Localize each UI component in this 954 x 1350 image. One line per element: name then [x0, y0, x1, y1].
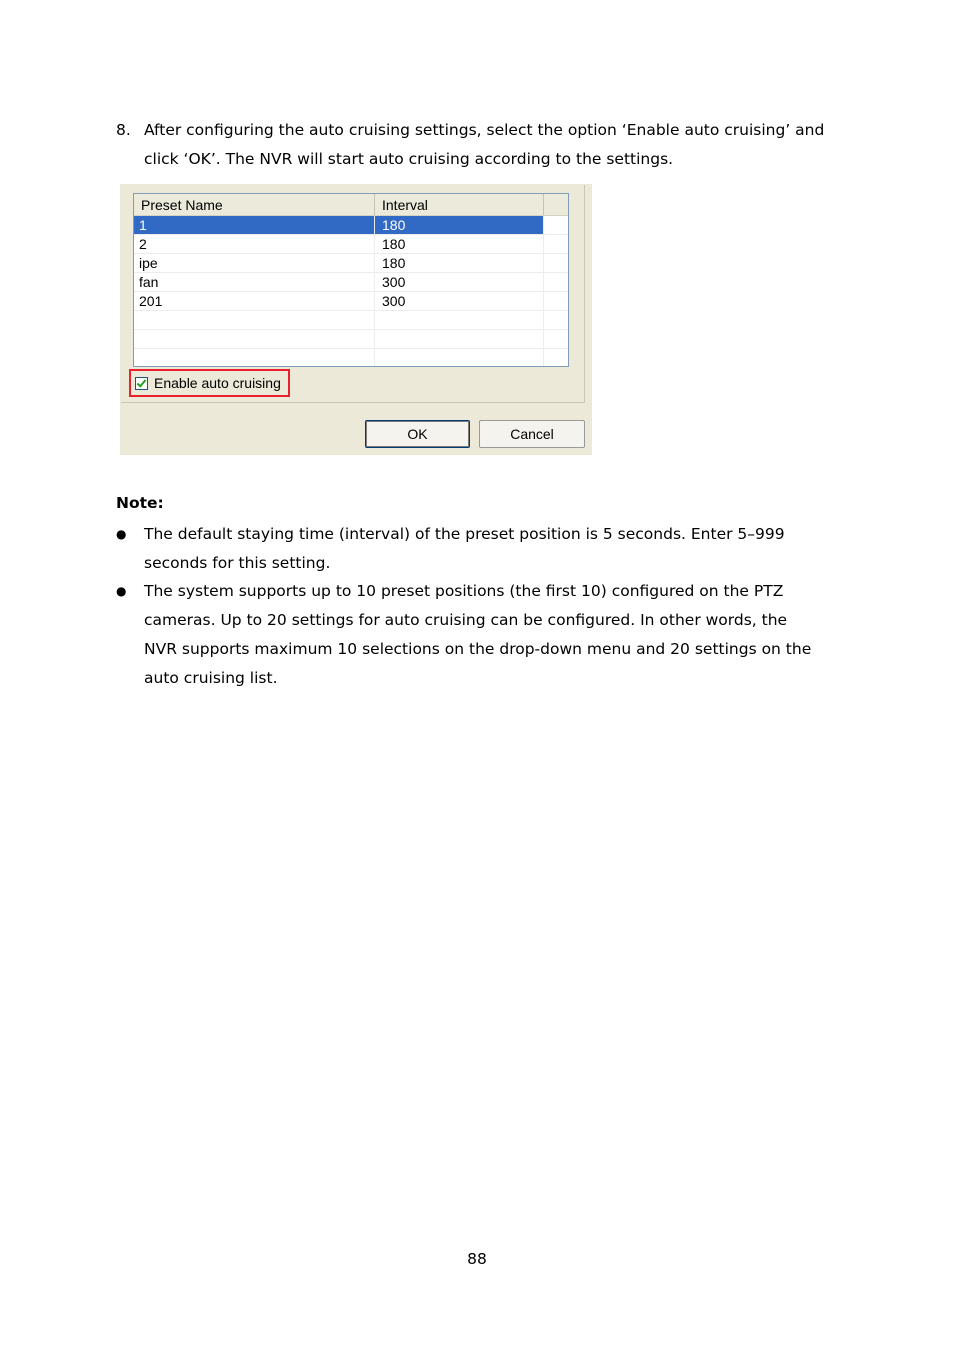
bullet-2-line-3: NVR supports maximum 10 selections on the drop-down menu and 20 settings on the — [144, 640, 812, 658]
ok-button[interactable]: OK — [365, 420, 470, 448]
preset-list[interactable] — [133, 193, 569, 367]
bullet-2-line-2: cameras. Up to 20 settings for auto cruising can be configured. In other words, the — [144, 611, 788, 629]
step-number: 8. — [116, 121, 131, 139]
step-line-2: click ‘OK’. The NVR will start auto cruising according to the settings. — [144, 150, 674, 168]
page-number: 88 — [467, 1250, 487, 1268]
empty-row — [134, 311, 568, 330]
interval-cell: 180 — [375, 216, 544, 234]
cancel-button[interactable]: Cancel — [479, 420, 585, 448]
list-header — [134, 194, 568, 216]
note-title: Note: — [116, 494, 164, 512]
bullet-icon: ● — [116, 527, 127, 541]
interval-cell: 300 — [375, 292, 544, 310]
empty-row — [134, 349, 568, 367]
preset-name-cell: ipe — [134, 254, 375, 272]
enable-auto-cruising-checkbox[interactable] — [129, 369, 290, 397]
enable-auto-cruising-label[interactable]: Enable auto cruising — [154, 375, 281, 391]
interval-cell: 180 — [375, 254, 544, 272]
auto-cruise-dialog — [120, 184, 592, 455]
preset-name-cell: 1 — [134, 216, 375, 234]
bullet-icon: ● — [116, 584, 127, 598]
list-row[interactable] — [134, 292, 568, 311]
preset-group — [121, 185, 585, 403]
bullet-2-line-4: auto cruising list. — [144, 669, 278, 687]
column-header-interval[interactable]: Interval — [375, 194, 544, 215]
preset-name-cell: 201 — [134, 292, 375, 310]
list-row[interactable] — [134, 216, 568, 235]
bullet-1-line-2: seconds for this setting. — [144, 554, 331, 572]
note-bullet-1 — [116, 520, 856, 578]
column-header-filler — [544, 194, 568, 215]
list-row[interactable] — [134, 254, 568, 273]
note-bullet-2 — [116, 577, 856, 693]
interval-cell: 180 — [375, 235, 544, 253]
list-row[interactable] — [134, 273, 568, 292]
step-8-paragraph — [116, 116, 856, 174]
preset-name-cell: fan — [134, 273, 375, 291]
preset-name-cell: 2 — [134, 235, 375, 253]
checkmark-icon[interactable] — [135, 377, 148, 390]
step-line-1: After configuring the auto cruising settings, select the option ‘Enable auto cruising’ and — [144, 121, 825, 139]
bullet-2-line-1: The system supports up to 10 preset positions (the first 10) configured on the PTZ — [144, 582, 784, 600]
bullet-1-line-1: The default staying time (interval) of the preset position is 5 seconds. Enter 5–999 — [144, 525, 785, 543]
empty-row — [134, 330, 568, 349]
list-row[interactable] — [134, 235, 568, 254]
interval-cell: 300 — [375, 273, 544, 291]
column-header-preset-name[interactable]: Preset Name — [134, 194, 375, 215]
